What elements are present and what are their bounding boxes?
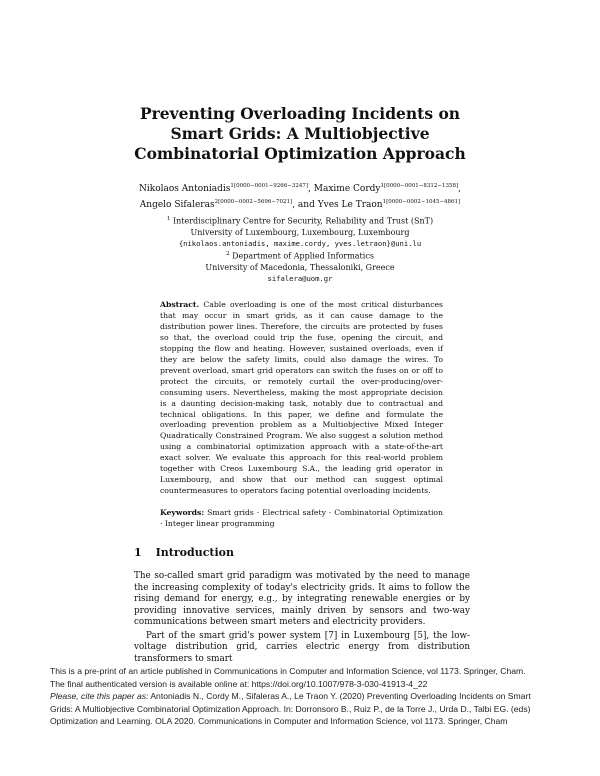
author-separator: , [308,184,314,194]
author-orcid: 2[0000−0002−5696−7021] [214,199,293,205]
abstract-text: Cable overloading is one of the most critical disturbances that may occur in smart grids, as it can cause damage to the distribution power lines. Therefore, the circuits are protected by fuses so that, the overload could trip the fuse, opening the circuit, and stopping the flow and heating. However, sustained overloads, even if they are below the safety limits, could also damage the wires. To prevent overload, smart grid operators can switch the fuses on or off to protect the circuits, or remotely curtail the over-producing/over-consuming users. Nevertheless, making the most appropriate decision is a daunting decision-making task, notably due to contractual and technical obligations. In this paper, we define and formulate the overloading prevention problem as a Multiobjective Mixed Integer Quadratically Constrained Program. We also suggest a solution method using a combinatorial optimization approach with a state-of-the-art exact solver. We evaluate this approach for this real-world problem together with Creos Luxembourg S.A., the leading grid operator in Luxembourg, and show that our method can suggest optimal countermeasures to operators facing potential overloading incidents. [160,300,443,496]
abstract [160,300,443,497]
keywords-label: Keywords: [160,508,205,517]
affiliation-email[interactable]: {nikolaos.antoniadis, maxime.cordy, yves.letraon}@uni.lu [178,239,422,249]
notice-line: The final authenticated version is available online at: https://doi.org/10.1007/978-3-030-41913-4_22 [50,678,428,689]
author-name: Angelo Sifaleras [139,200,215,210]
affiliation-line: Interdisciplinary Centre for Security, Reliability and Trust (SnT) [172,216,434,226]
notice-line [50,690,560,703]
affiliation-1 [140,214,460,227]
affiliation-line: Department of Applied Informatics [232,251,374,261]
author-separator: , [458,184,461,194]
affiliation-marker: 2 [226,251,230,258]
affiliations [140,214,460,285]
body-text [134,571,470,665]
notice-line: This is a pre-print of an article published in Communications in Computer and Information Science, vol 1173. Springer, Cham. [50,666,526,676]
section-heading [134,546,234,559]
keywords [160,508,443,530]
notice-line: Grids: A Multiobjective Combinatorial Optimization Approach. In: Dorronsoro B., Ruiz P., de la Torre J., Urda D., Talbi EG. (eds) [50,703,531,714]
author-orcid: 1[0000−0001−8312−1358] [380,183,459,189]
section-number: 1 [134,546,142,559]
notice-text: Antoniadis N., Cordy M., Sifaleras A., Le Traon Y. (2020) Preventing Overloading Incidents on Smart [148,691,531,702]
affiliation-2 [140,249,460,262]
author-list [100,180,500,212]
author-name: Nikolaos Antoniadis [139,184,231,194]
preprint-notice [50,665,560,728]
section-title: Introduction [155,546,234,559]
author-orcid: 1[0000−0001−9266−3247] [230,183,309,189]
paragraph: Part of the smart grid's power system [7] in Luxembourg [5], the low-voltage distribution grid, carries electric energy from distribution transformers to smart [134,630,470,664]
affiliation-line: University of Luxembourg, Luxembourg, Luxembourg [190,227,410,237]
cite-label: Please, cite this paper as: [50,691,149,702]
author-name: Maxime Cordy [313,184,381,194]
author-name: Yves Le Traon [317,200,383,210]
paper-title: Preventing Overloading Incidents on Smart Grids: A Multiobjective Combinatorial Optimization Approach [134,104,466,163]
abstract-label: Abstract. [160,300,200,309]
affiliation-line: University of Macedonia, Thessaloniki, Greece [205,263,395,273]
affiliation-email[interactable]: sifalera@uom.gr [267,274,333,284]
affiliation-marker: 1 [166,216,171,222]
keywords-text: Smart grids · Electrical safety · Combinatorial Optimization · Integer linear programming [160,508,443,528]
paragraph: The so-called smart grid paradigm was motivated by the need to manage the increasing complexity of today's electricity grids. It aims to follow the rising demand for energy, e.g., by integrating renewable energies or by providing innovative services, mainly driven by sensors and two-way communications between smart meters and electricity providers. [134,571,470,627]
author-separator: , and [292,200,318,210]
notice-line: Optimization and Learning. OLA 2020. Communications in Computer and Information Science, vol 1173. Springer, Cham [50,716,508,727]
author-orcid: 1[0000−0002−1045−4861] [382,199,461,205]
